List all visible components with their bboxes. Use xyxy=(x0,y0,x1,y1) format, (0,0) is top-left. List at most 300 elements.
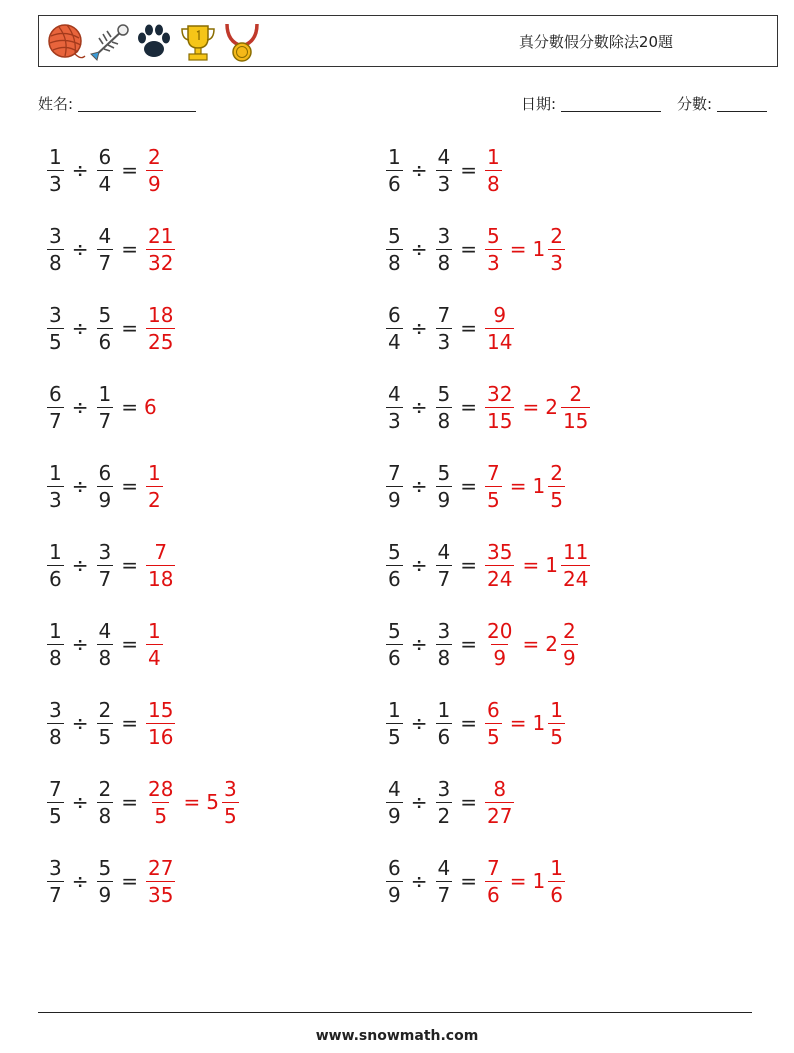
divisor-fraction xyxy=(97,699,114,748)
score-blank[interactable] xyxy=(717,96,767,112)
answer xyxy=(483,304,516,353)
answer xyxy=(144,620,165,669)
denominator: 7 xyxy=(98,408,112,433)
denominator: 5 xyxy=(49,803,62,828)
equals-sign: = xyxy=(522,553,540,577)
numerator: 3 xyxy=(49,697,62,722)
denominator: 7 xyxy=(98,250,112,275)
denominator: 3 xyxy=(437,171,451,196)
problem-item xyxy=(384,849,567,913)
equals-sign: = xyxy=(509,474,527,498)
numerator: 6 xyxy=(388,302,401,327)
divisor-fraction xyxy=(436,699,453,748)
dividend-fraction xyxy=(386,462,403,511)
divide-sign: ÷ xyxy=(410,158,428,182)
denominator: 8 xyxy=(437,645,451,670)
dividend-fraction xyxy=(47,225,64,274)
answer-fraction xyxy=(146,699,175,748)
score-label: 分數: xyxy=(677,95,713,113)
divisor-fraction xyxy=(436,778,453,827)
numerator: 3 xyxy=(437,618,451,643)
equals-sign: = xyxy=(509,869,527,893)
problem-item xyxy=(384,612,580,676)
equals-sign: = xyxy=(460,158,477,182)
dividend-fraction xyxy=(386,699,403,748)
answer-fraction xyxy=(146,225,175,274)
denominator: 4 xyxy=(388,329,401,354)
divide-sign: ÷ xyxy=(71,395,89,419)
answer-fraction xyxy=(485,857,502,906)
equals-sign: = xyxy=(522,395,540,419)
problem-item xyxy=(384,296,516,360)
mixed-whole: 2 xyxy=(545,395,558,419)
numerator: 1 xyxy=(148,618,161,643)
numerator: 4 xyxy=(98,223,112,248)
name-label: 姓名: xyxy=(38,95,74,113)
denominator: 9 xyxy=(388,882,401,907)
divide-sign: ÷ xyxy=(410,474,428,498)
numerator: 2 xyxy=(98,697,112,722)
footer-url: www.snowmath.com xyxy=(315,1028,479,1044)
denominator: 5 xyxy=(550,487,563,512)
divisor-fraction xyxy=(436,225,453,274)
mixed-whole: 1 xyxy=(532,474,546,498)
problem-item xyxy=(45,612,165,676)
equals-sign: = xyxy=(460,395,477,419)
denominator: 15 xyxy=(562,408,589,433)
denominator: 5 xyxy=(550,724,563,749)
numerator: 1 xyxy=(148,460,161,485)
numerator: 1 xyxy=(487,144,500,169)
denominator: 8 xyxy=(98,803,112,828)
numerator: 5 xyxy=(487,223,500,248)
denominator: 9 xyxy=(562,645,576,670)
problem-item xyxy=(45,849,177,913)
medal-icon xyxy=(221,20,263,64)
divide-sign: ÷ xyxy=(410,395,428,419)
denominator: 5 xyxy=(487,724,500,749)
numerator: 1 xyxy=(388,144,401,169)
numerator: 5 xyxy=(437,381,451,406)
numerator: 5 xyxy=(388,223,401,248)
numerator: 4 xyxy=(388,776,401,801)
numerator: 4 xyxy=(98,618,112,643)
answer xyxy=(144,304,177,353)
numerator: 1 xyxy=(49,144,62,169)
divide-sign: ÷ xyxy=(71,711,89,735)
denominator: 6 xyxy=(98,329,112,354)
divide-sign: ÷ xyxy=(410,790,428,814)
denominator: 8 xyxy=(487,171,500,196)
divide-sign: ÷ xyxy=(410,711,428,735)
denominator: 5 xyxy=(223,803,237,828)
dividend-fraction xyxy=(47,541,64,590)
answer xyxy=(483,778,516,827)
answer xyxy=(144,225,177,274)
equals-sign: = xyxy=(121,711,138,735)
problem-item xyxy=(45,217,177,281)
dividend-fraction xyxy=(386,146,403,195)
answer xyxy=(144,146,165,195)
equals-sign: = xyxy=(121,553,138,577)
numerator: 21 xyxy=(148,223,174,248)
problem-item xyxy=(45,770,241,834)
equals-sign: = xyxy=(509,237,527,261)
divisor-fraction xyxy=(97,304,114,353)
denominator: 9 xyxy=(98,882,112,907)
equals-sign: = xyxy=(460,237,477,261)
numerator: 18 xyxy=(148,302,174,327)
divisor-fraction xyxy=(97,383,114,432)
divisor-fraction xyxy=(97,225,114,274)
denominator: 32 xyxy=(148,250,174,275)
numerator: 3 xyxy=(437,776,451,801)
answer xyxy=(483,146,504,195)
numerator: 6 xyxy=(49,381,62,406)
numerator: 7 xyxy=(487,460,500,485)
denominator: 5 xyxy=(49,329,62,354)
denominator: 9 xyxy=(388,487,401,512)
numerator: 20 xyxy=(487,618,513,643)
dividend-fraction xyxy=(47,383,64,432)
answer xyxy=(483,462,567,511)
answer-fraction xyxy=(485,225,502,274)
divide-sign: ÷ xyxy=(410,869,428,893)
denominator: 6 xyxy=(550,882,563,907)
divide-sign: ÷ xyxy=(71,474,89,498)
denominator: 9 xyxy=(148,171,161,196)
equals-sign: = xyxy=(121,474,138,498)
answer xyxy=(144,857,177,906)
answer xyxy=(483,857,567,906)
mixed-fraction xyxy=(548,462,565,511)
denominator: 27 xyxy=(487,803,513,828)
dividend-fraction xyxy=(386,857,403,906)
numerator: 5 xyxy=(388,539,401,564)
divisor-fraction xyxy=(97,620,114,669)
problem-item xyxy=(384,454,567,518)
numerator: 1 xyxy=(550,855,563,880)
answer-fraction xyxy=(146,462,163,511)
paw-print-icon xyxy=(133,20,175,64)
answer xyxy=(144,778,241,827)
denominator: 24 xyxy=(562,566,589,591)
numerator: 7 xyxy=(437,302,451,327)
numerator: 4 xyxy=(437,539,451,564)
divisor-fraction xyxy=(97,857,114,906)
numerator: 3 xyxy=(98,539,112,564)
mixed-fraction xyxy=(561,383,590,432)
divide-sign: ÷ xyxy=(410,632,428,656)
equals-sign: = xyxy=(121,790,138,814)
equals-sign: = xyxy=(460,790,477,814)
answer-fraction xyxy=(485,620,514,669)
denominator: 25 xyxy=(148,329,174,354)
numerator: 11 xyxy=(562,539,589,564)
answer-whole: 6 xyxy=(144,395,157,419)
denominator: 8 xyxy=(49,645,62,670)
numerator: 1 xyxy=(49,460,62,485)
dividend-fraction xyxy=(386,620,403,669)
denominator: 2 xyxy=(148,487,161,512)
dividend-fraction xyxy=(47,620,64,669)
numerator: 32 xyxy=(487,381,513,406)
equals-sign: = xyxy=(509,711,527,735)
numerator: 3 xyxy=(49,855,62,880)
problem-item xyxy=(384,691,567,755)
answer-fraction xyxy=(146,857,175,906)
divide-sign: ÷ xyxy=(71,553,89,577)
dividend-fraction xyxy=(47,462,64,511)
dividend-fraction xyxy=(47,304,64,353)
denominator: 14 xyxy=(487,329,513,354)
numerator: 28 xyxy=(148,776,174,801)
equals-sign: = xyxy=(460,316,477,340)
divisor-fraction xyxy=(436,541,453,590)
problem-item xyxy=(384,138,504,202)
numerator: 1 xyxy=(388,697,401,722)
denominator: 7 xyxy=(98,566,112,591)
denominator: 5 xyxy=(98,724,112,749)
denominator: 8 xyxy=(98,645,112,670)
problem-item xyxy=(384,533,592,597)
denominator: 3 xyxy=(437,329,451,354)
numerator: 9 xyxy=(493,302,507,327)
equals-sign: = xyxy=(460,553,477,577)
divisor-fraction xyxy=(436,462,453,511)
numerator: 6 xyxy=(487,697,500,722)
equals-sign: = xyxy=(460,474,477,498)
equals-sign: = xyxy=(460,632,477,656)
denominator: 7 xyxy=(437,882,451,907)
fish-bone-icon xyxy=(89,20,131,64)
answer xyxy=(144,541,177,590)
denominator: 18 xyxy=(148,566,174,591)
equals-sign: = xyxy=(522,632,540,656)
worksheet-title: 真分數假分數除法20題 xyxy=(518,33,673,51)
score-field xyxy=(677,93,767,114)
divide-sign: ÷ xyxy=(71,790,89,814)
equals-sign: = xyxy=(121,237,138,261)
denominator: 8 xyxy=(388,250,401,275)
denominator: 3 xyxy=(388,408,401,433)
answer-fraction xyxy=(146,541,175,590)
numerator: 1 xyxy=(437,697,451,722)
denominator: 2 xyxy=(437,803,451,828)
dividend-fraction xyxy=(47,778,64,827)
answer-fraction xyxy=(485,304,514,353)
problem-item xyxy=(384,217,567,281)
divide-sign: ÷ xyxy=(410,237,428,261)
answer-fraction xyxy=(485,699,502,748)
numerator: 2 xyxy=(569,381,583,406)
answer-fraction xyxy=(485,778,514,827)
divisor-fraction xyxy=(97,146,114,195)
numerator: 7 xyxy=(154,539,168,564)
denominator: 6 xyxy=(437,724,451,749)
denominator: 9 xyxy=(98,487,112,512)
answer-fraction xyxy=(146,778,175,827)
equals-sign: = xyxy=(121,316,138,340)
mixed-whole: 5 xyxy=(206,790,219,814)
numerator: 2 xyxy=(550,223,563,248)
denominator: 3 xyxy=(550,250,563,275)
dividend-fraction xyxy=(386,225,403,274)
answer xyxy=(483,699,567,748)
denominator: 8 xyxy=(49,250,62,275)
name-field xyxy=(38,93,196,114)
numerator: 6 xyxy=(98,460,112,485)
answer xyxy=(483,541,592,590)
dividend-fraction xyxy=(386,541,403,590)
mixed-fraction xyxy=(222,778,239,827)
problem-item xyxy=(384,375,592,439)
numerator: 1 xyxy=(49,618,62,643)
mixed-whole: 1 xyxy=(545,553,558,577)
equals-sign: = xyxy=(121,632,138,656)
numerator: 4 xyxy=(437,855,451,880)
mixed-fraction xyxy=(561,620,578,669)
mixed-fraction xyxy=(548,699,565,748)
date-field xyxy=(521,93,661,114)
numerator: 3 xyxy=(223,776,237,801)
numerator: 6 xyxy=(98,144,112,169)
equals-sign: = xyxy=(460,869,477,893)
problem-item xyxy=(45,375,157,439)
mixed-whole: 2 xyxy=(545,632,558,656)
denominator: 6 xyxy=(487,882,500,907)
denominator: 24 xyxy=(487,566,513,591)
divide-sign: ÷ xyxy=(71,316,89,340)
worksheet-header xyxy=(38,15,778,67)
numerator: 4 xyxy=(388,381,401,406)
denominator: 7 xyxy=(437,566,451,591)
numerator: 15 xyxy=(148,697,174,722)
numerator: 7 xyxy=(487,855,500,880)
equals-sign: = xyxy=(121,869,138,893)
answer-fraction xyxy=(146,620,163,669)
date-blank[interactable] xyxy=(561,96,661,112)
answer-fraction xyxy=(485,462,502,511)
numerator: 3 xyxy=(49,302,62,327)
answer-fraction xyxy=(146,146,163,195)
mixed-whole: 1 xyxy=(532,237,546,261)
divisor-fraction xyxy=(97,778,114,827)
numerator: 35 xyxy=(487,539,513,564)
equals-sign: = xyxy=(121,158,138,182)
numerator: 1 xyxy=(98,381,112,406)
equals-sign: = xyxy=(460,711,477,735)
dividend-fraction xyxy=(47,857,64,906)
numerator: 5 xyxy=(98,302,112,327)
problem-item xyxy=(45,296,177,360)
numerator: 7 xyxy=(388,460,401,485)
denominator: 5 xyxy=(388,724,401,749)
name-blank[interactable] xyxy=(78,96,196,112)
divisor-fraction xyxy=(436,304,453,353)
denominator: 5 xyxy=(487,487,500,512)
divisor-fraction xyxy=(436,383,453,432)
denominator: 7 xyxy=(49,408,62,433)
problem-item xyxy=(45,533,177,597)
answer xyxy=(483,225,567,274)
denominator: 3 xyxy=(49,171,62,196)
problem-item xyxy=(45,691,177,755)
denominator: 6 xyxy=(388,171,401,196)
denominator: 8 xyxy=(437,408,451,433)
numerator: 3 xyxy=(437,223,451,248)
mixed-fraction xyxy=(548,857,565,906)
denominator: 9 xyxy=(493,645,507,670)
denominator: 9 xyxy=(388,803,401,828)
mixed-whole: 1 xyxy=(532,869,546,893)
answer-fraction xyxy=(146,304,175,353)
dividend-fraction xyxy=(386,383,403,432)
numerator: 8 xyxy=(493,776,507,801)
divide-sign: ÷ xyxy=(410,553,428,577)
numerator: 2 xyxy=(148,144,161,169)
answer xyxy=(144,395,157,419)
divide-sign: ÷ xyxy=(71,158,89,182)
numerator: 1 xyxy=(49,539,62,564)
divisor-fraction xyxy=(436,620,453,669)
divide-sign: ÷ xyxy=(71,632,89,656)
denominator: 4 xyxy=(148,645,161,670)
divisor-fraction xyxy=(97,541,114,590)
denominator: 6 xyxy=(388,645,401,670)
denominator: 3 xyxy=(487,250,500,275)
denominator: 8 xyxy=(49,724,62,749)
numerator: 2 xyxy=(98,776,112,801)
problem-item xyxy=(45,138,165,202)
equals-sign: = xyxy=(183,790,201,814)
date-label: 日期: xyxy=(521,95,557,113)
mixed-fraction xyxy=(548,225,565,274)
numerator: 7 xyxy=(49,776,62,801)
numerator: 5 xyxy=(437,460,451,485)
numerator: 4 xyxy=(437,144,451,169)
answer xyxy=(144,462,165,511)
numerator: 6 xyxy=(388,855,401,880)
numerator: 1 xyxy=(550,697,563,722)
mixed-whole: 1 xyxy=(532,711,546,735)
dividend-fraction xyxy=(386,778,403,827)
footer-divider xyxy=(38,1012,752,1013)
divide-sign: ÷ xyxy=(71,869,89,893)
yarn-ball-icon xyxy=(45,20,87,64)
trophy-icon xyxy=(177,20,219,64)
dividend-fraction xyxy=(386,304,403,353)
numerator: 2 xyxy=(550,460,563,485)
divide-sign: ÷ xyxy=(410,316,428,340)
answer xyxy=(144,699,177,748)
header-icons xyxy=(45,20,263,64)
answer xyxy=(483,620,580,669)
divisor-fraction xyxy=(436,146,453,195)
numerator: 2 xyxy=(562,618,576,643)
denominator: 9 xyxy=(437,487,451,512)
answer xyxy=(483,383,592,432)
numerator: 3 xyxy=(49,223,62,248)
numerator: 5 xyxy=(98,855,112,880)
mixed-fraction xyxy=(561,541,590,590)
answer-fraction xyxy=(485,383,514,432)
denominator: 6 xyxy=(49,566,62,591)
equals-sign: = xyxy=(121,395,138,419)
denominator: 15 xyxy=(487,408,513,433)
divisor-fraction xyxy=(97,462,114,511)
denominator: 6 xyxy=(388,566,401,591)
